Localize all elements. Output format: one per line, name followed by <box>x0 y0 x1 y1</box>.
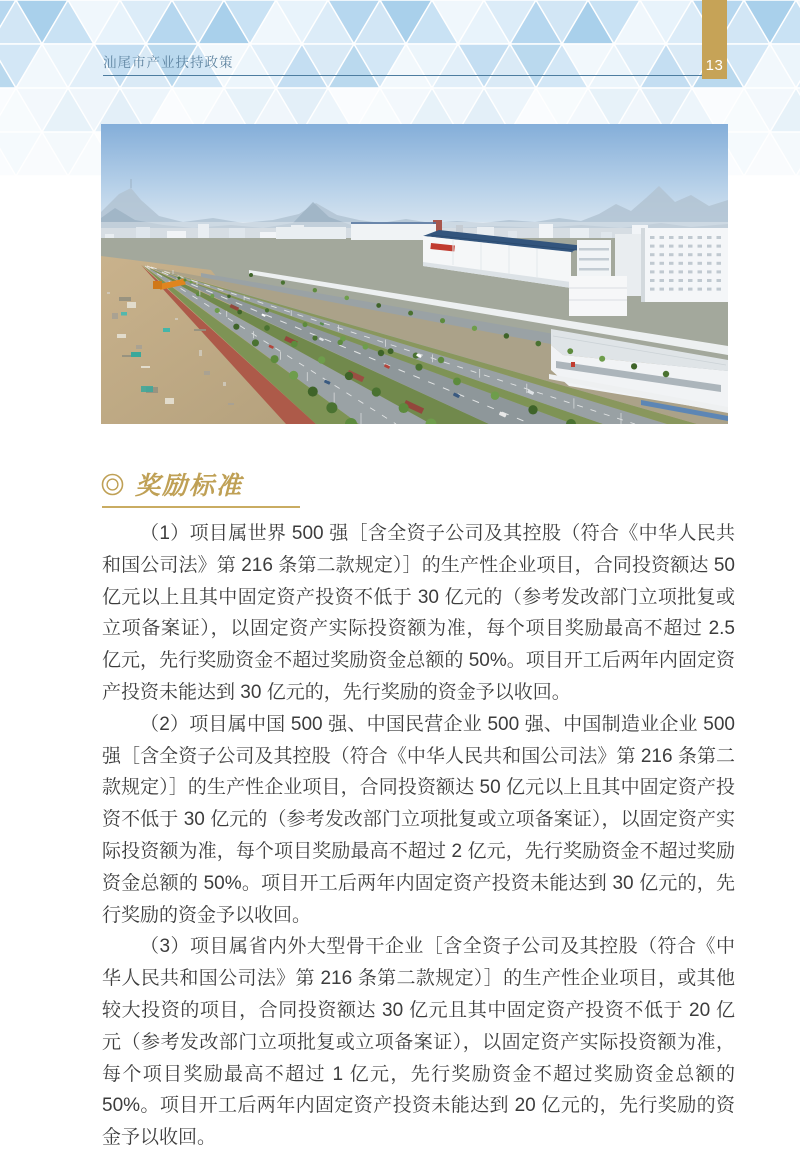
policy-paragraph-3: （3）项目属省内外大型骨干企业［含全资子公司及其控股（符合《中华人民共和国公司法》第 216 条第二款规定）］的生产性企业项目，或其他较大投资的项目，合同投资额达 30 亿元且其中固定资产投资不低于 20 亿元（参考发改部门立项批复或立项备案证），以固定资产实际投资额为准，每个项目奖励最高不超过 1 亿元，先行奖励资金不超过奖励资金总额的 50%。项目开工后两年内固定资产投资未能达到 20 亿元的，先行奖励的资金予以收回。 <box>102 936 735 1149</box>
section-heading <box>101 466 243 502</box>
page-number-tab <box>702 0 727 79</box>
section-underline <box>102 506 300 508</box>
industrial-park-photo <box>101 124 728 424</box>
policy-paragraph-2: （2）项目属中国 500 强、中国民营企业 500 强、中国制造业企业 500 强［含全资子公司及其控股（符合《中华人民共和国公司法》第 216 条第二款规定）］的生产性企业项目，合同投资额达 50 亿元以上且其中固定资产投资不低于 30 亿元的（参考发改部门立项批复或立项备案证），以固定资产实际投资额为准，每个项目奖励最高不超过 2 亿元，先行奖励资金不超过奖励资金总额的 50%。项目开工后两年内固定资产投资未能达到 30 亿元的，先行奖励的资金予以收回。 <box>102 713 735 926</box>
policy-paragraph-1: （1）项目属世界 500 强［含全资子公司及其控股（符合《中华人民共和国公司法》第 216 条第二款规定）］的生产性企业项目，合同投资额达 50 亿元以上且其中固定资产投资不低于 30 亿元的（参考发改部门立项批复或立项备案证），以固定资产实际投资额为准，每个项目奖励最高不超过 2.5 亿元，先行奖励资金不超过奖励资金总额的 50%。项目开工后两年内固定资产投资未能达到 30 亿元的，先行奖励的资金予以收回。 <box>102 523 735 703</box>
double-circle-bullet-icon <box>101 473 124 496</box>
header-divider <box>103 75 702 76</box>
document-title: 汕尾市产业扶持政策 <box>103 55 234 70</box>
section-title: 奖励标准 <box>135 472 244 500</box>
policy-content <box>102 518 735 1154</box>
page-number: 13 <box>705 57 724 74</box>
